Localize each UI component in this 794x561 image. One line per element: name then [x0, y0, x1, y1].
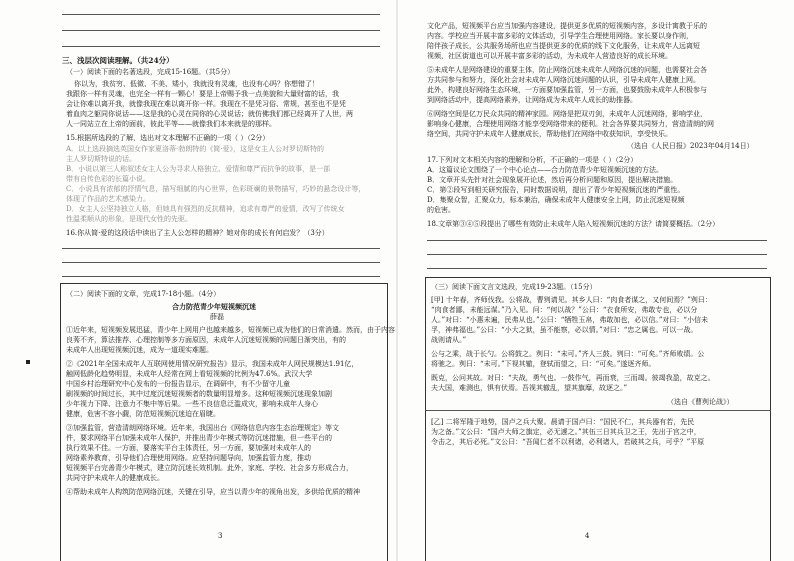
- article-line: 中国乡村治理研究中心发布的一份报告显示，在调研中，有不少留守儿童: [66, 380, 290, 388]
- classical-line: [甲] 十年春，齐师伐我。公将战，曹刿请见。其乡人曰：“肉食者谋之，又何间焉？”刿曰：: [431, 296, 712, 304]
- article-line: 陪伴孩子成长，公共服务场所也应当提供更多的优质的线下文化服务，让未成年人远离短: [427, 42, 700, 50]
- option-line: D．集聚众智，汇聚众力，标本兼治，确保未成年人健康安全上网，防止沉迷短视频: [427, 196, 685, 204]
- answer-line: [427, 268, 767, 269]
- option-line: A．这篇议论文围绕了一个中心论点——合力防范青少年短视频沉迷的方法。: [427, 166, 664, 174]
- question-15: 15.根据所选段的了解，选出对文本理解不正确的一项（ ）（2分）: [66, 134, 270, 142]
- binding-mark: [26, 360, 30, 364]
- article-line: 良莠不齐，算法推荐、心理控制等多方面原因，未成年人沉迷短视频的问题日渐突出，有的: [66, 336, 346, 344]
- classical-line: 公与之乘，战于长勺。公将鼓之。刿曰：“未可。”齐人三鼓。刿曰：“可矣。”齐师败绩。公: [431, 350, 705, 358]
- classical-line: 人。”对曰：“小惠未遍，民弗从也。”公曰：“牺牲玉帛，弗敢加也，必以信。”对曰：“小信未: [431, 316, 708, 324]
- classical-line: 令击之，其后必死。”文公曰：“吾闻仁者不以利诸，必利诸人，若破其之兵，可乎？”平原: [431, 438, 705, 446]
- answer-line: [62, 262, 380, 263]
- passage-line: 人一同站立在上帝的面前，彼此平等——就像我们本来就是的那样。: [66, 120, 276, 128]
- article-line: 刷视频的时间过长，其中过度沉迷短视频者的数量明显增多。这种短视频沉迷现象加剧: [66, 390, 332, 398]
- option-line: C．小说具有浓郁的抒情气息，描写细腻的内心世界，色彩斑斓的景物描写，巧妙的悬念设计等，: [66, 185, 366, 193]
- article-line: 执行效果不佳。一方面，要落实平台主体责任，另一方面，要加强对未成年人的: [66, 444, 311, 452]
- answer-line: [427, 254, 767, 255]
- divider: [425, 410, 771, 411]
- article-source: （选自《人民日报》2023年04月14日）: [627, 142, 754, 150]
- article-line: 文化产品，短视频平台应当加强内容建设，提供更多优质的短视频内容，多设计寓教于乐的: [427, 22, 707, 30]
- option-line: 的危害。: [427, 206, 455, 214]
- article-line: ①近年来，短视频发展迅猛，青少年上网用户也越来越多，短视频已成为他们的日常消遣。然而，由于内容: [66, 326, 395, 334]
- article-line: 此外，构建良好网络生态环境，一方面要加强监管，另一方面，也要鼓励未成年人积极参与: [427, 86, 707, 94]
- option-line: C．第②段写到相关研究报告，同时数据说明，提出了青少年短视频沉迷的严重性。: [427, 186, 685, 194]
- article-line: 视频，社区街道也可以开展丰富多彩的活动，为未成年人营造良好的成长环境。: [427, 52, 672, 60]
- article-line: 触网低龄化趋势明显，未成年人经常在网上看短视频的比例为47.6%。武汉大学: [66, 370, 313, 378]
- passage-line: 你以为，我贫穷、低微、不美、矮小，我就没有灵魂，也没有心吗？你想错了！: [74, 80, 319, 88]
- section-heading: 三、浅层次阅读理解。（共24分）: [62, 56, 174, 65]
- passage-line: 会让你难以离开我，就像我现在难以离开你一样。我现在不是凭习俗、常规，甚至也不是凭: [66, 100, 346, 108]
- option-line: 体现了作品的艺术感染力。: [66, 195, 150, 203]
- option-line: 性温柔顺从的形象，是现代女性的先驱。: [66, 215, 192, 223]
- article-line: 短视频平台完善青少年模式，建立防沉迷长效机制。此外，家庭、学校、社会多方形成合力，: [66, 464, 353, 472]
- answer-line: [62, 46, 380, 47]
- article-author: 薛磊: [210, 313, 224, 321]
- classical-line: 夫大国，难测也，惧有伏焉。吾视其辙乱，望其旗靡，故逐之。”: [431, 384, 628, 392]
- classical-source: （选自《曹刿论战》）: [667, 398, 734, 406]
- part-a-heading: （一）阅读下面的名著选段，完成15-16题。（共5分）: [66, 68, 235, 76]
- passage-line: 我跟你一样有灵魂，也完全一样有一颗心！要是上帝赐予我一点美貌和大量财富的话，我: [66, 90, 339, 98]
- classical-line: [乙] 二将军隆于地势，国卢之兵大聚。晨请于国卢曰：“国民不仁，其兵器有若，先民: [431, 418, 695, 426]
- question-18: 18.文章第③④⑤段提出了哪些有效防止未成年人陷入短视频沉迷的方法？请简要概括。（2分）: [427, 220, 720, 228]
- classical-line: 既克，公问其故。对曰：“夫战，勇气也。一鼓作气，再而衰，三而竭。彼竭我盈，故克之。: [431, 374, 715, 382]
- article-line: 到网络活动中，提高网络素养，让网络成为未成年人成长的助推器。: [427, 96, 637, 104]
- question-17: 17.下列对文本相关内容的理解和分析，不正确的一项是（ ）（2分）: [427, 156, 638, 164]
- option-line: A．以上选段摘选英国女作家夏洛蒂·勃朗特的《简·爱》，这是女主人公对罗切斯特的: [66, 145, 325, 153]
- part-c-heading: （三）阅读下面文言文选段，完成19-23题。（15分）: [431, 283, 597, 291]
- article-line: 件，要求网络平台加强未成年人保护，并推出青少年模式等防沉迷措施，但一些平台的: [66, 434, 332, 442]
- page-number: 4: [585, 532, 590, 540]
- article-line: 方共同参与和努力，深化社会对未成年人网络沉迷问题的认识，引导未成年人健康上网。: [427, 76, 700, 84]
- article-line: 内容。学校应当开展丰富多彩的文体活动，引导学生合理使用网络。家长要以身作则，: [427, 32, 693, 40]
- classical-line: “肉食者鄙，未能远谋。”乃入见。问：“何以战？”公曰：“衣食所安，弗敢专也，必以分: [431, 306, 698, 314]
- article-line: ③加强监管，营造清朗网络环境。近年来，我国出台《网络信息内容生态治理规定》等文: [66, 424, 339, 432]
- option-line: B．文章开头先针对社会现象展开论述，然后再分析问题和原因，提出解决措施。: [427, 176, 678, 184]
- answer-line: [427, 240, 767, 241]
- article-line: 少年视力下降、注意力不集中等后果。一些不良信息泛滥成灾，影响未成年人身心: [66, 400, 318, 408]
- option-line: D．女主人公坚持独立人格，但她具有强烈的反抗精神，追求有尊严的爱情，改写了传统女: [66, 205, 345, 213]
- option-line: 主人罗切斯特说的话。: [66, 155, 136, 163]
- classical-line: 为之备。”文公曰：“国卢大师之旗定，必无遽之。”其伍三日其兵卫之王，先出于宫之中，: [431, 428, 701, 436]
- article-line: 未成年人出现短视频沉迷，成为一道现实难题。: [66, 346, 213, 354]
- answer-line: [62, 30, 380, 31]
- article-line: ⑥网络空间是亿万民众共同的精神家园。网络是把双刃剑，未成年人沉迷网络，影响学业，: [427, 110, 707, 118]
- option-line: B．小说以第三人称叙述女主人公为寻求人格独立、爱情和尊严而抗争的故事，是一部: [66, 165, 331, 173]
- article-line: 网络素养教育，引导他们合理使用网络。应坚持问题导向，加强监管力度，推动: [66, 454, 311, 462]
- article-line: ⑤未成年人是网络建设的重要主体，防止网络沉迷未成年人网络沉迷的问题，也需要社会各: [427, 66, 707, 74]
- passage-line: 着血肉之躯同你说话——这是我的心灵在同你的心灵说话；就仿佛我们都已经离开了人世，两: [66, 110, 353, 118]
- page-4: [397, 0, 794, 561]
- classical-line: 战则请从。”: [431, 336, 467, 344]
- part-b-heading: （二）阅读下面的文章，完成17-18小题。（4分）: [66, 290, 221, 298]
- classical-line: 孚，神弗福也。”公曰：“小大之狱，虽不能察，必以情。”对曰：“忠之属也。可以一战。: [431, 326, 698, 334]
- article-frame: [60, 283, 388, 561]
- article-line: ②《2021年全国未成年人互联网使用情况研究报告》显示，我国未成年人网民规模达1.91亿，: [66, 360, 359, 368]
- article-line: 健康，危害不容小觑，防范短视频沉迷迫在眉睫。: [66, 410, 220, 418]
- page-number: 3: [218, 532, 223, 540]
- article-line: ④帮助未成年人构筑防范网络沉迷，关键在引导，应当以青少年的视角出发，多供给优质的精神: [66, 488, 360, 496]
- option-line: 带有自传色彩的长篇小说。: [66, 175, 150, 183]
- answer-line: [62, 276, 380, 277]
- article-title: 合力防范青少年短视频沉迷: [172, 302, 256, 311]
- answer-line: [62, 14, 380, 15]
- classical-line: 将驰之。刿曰：“未可。”下视其辙，登轼而望之，曰：“可矣。”遂逐齐师。: [431, 360, 656, 368]
- article-line: 影响身心健康，合理使用网络才能享受网络带来的便利。社会各界要共同努力，营造清朗的网: [427, 120, 714, 128]
- article-line: 共同守护未成年人的健康成长。: [66, 474, 164, 482]
- article-line: 络空间，共同守护未成年人健康成长，帮助他们在网络中收获知识，享受快乐。: [427, 130, 672, 138]
- question-16: 16.你从简·爱的这段话中读出了主人公怎样的精神？她对你的成长有何启发？（3分）: [66, 229, 329, 237]
- answer-line: [62, 248, 380, 249]
